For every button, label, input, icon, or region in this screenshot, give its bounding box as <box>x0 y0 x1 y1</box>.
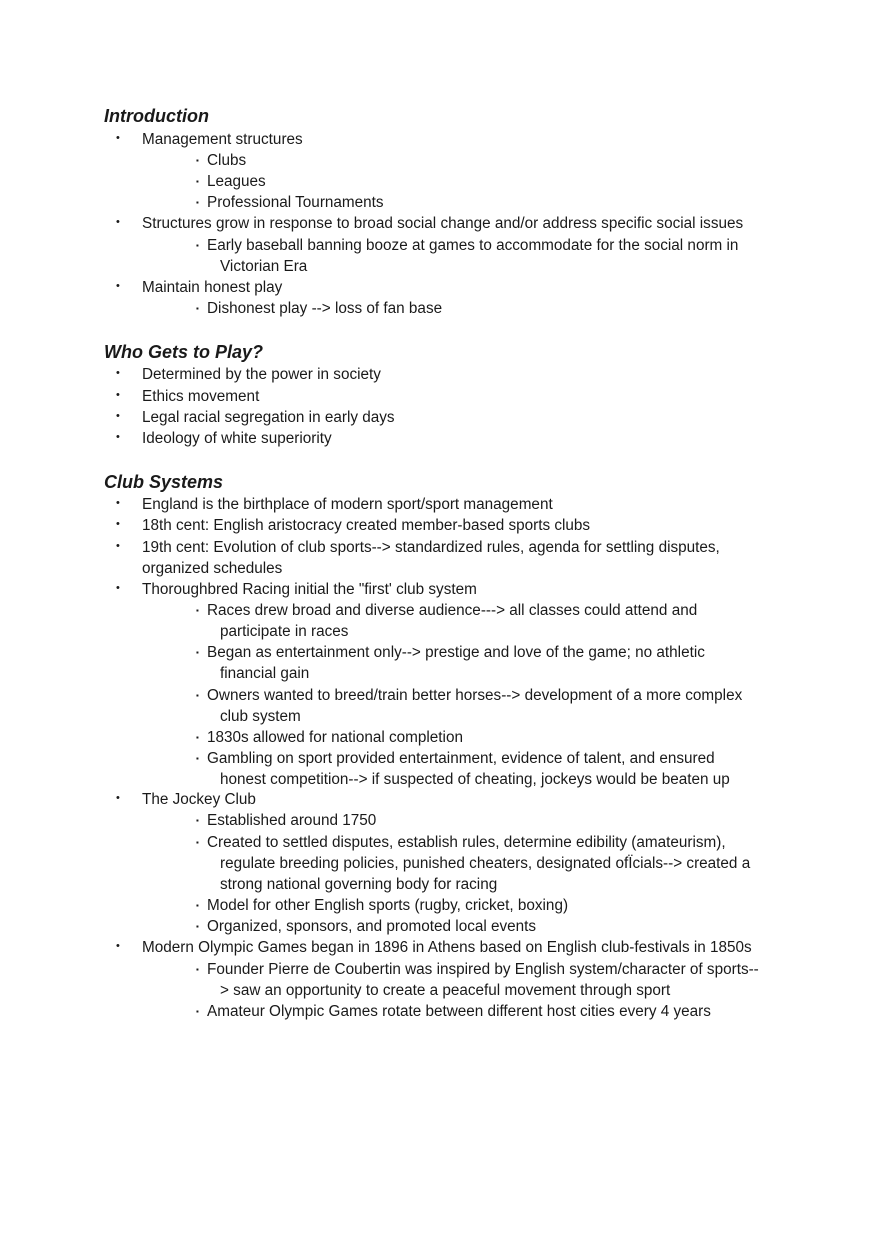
list-item: The Jockey Club <box>142 791 256 808</box>
list-item: Thoroughbred Racing initial the "first' club system <box>142 581 477 598</box>
bullet-icon: • <box>116 431 120 443</box>
sub-list-item: Early baseball banning booze at games to accommodate for the social norm in <box>207 237 739 254</box>
square-bullet-icon: ▪ <box>196 177 199 186</box>
square-bullet-icon: ▪ <box>196 606 199 615</box>
sub-list-item: Dishonest play --> loss of fan base <box>207 300 443 317</box>
sub-list-item: Leagues <box>207 173 266 190</box>
bullet-icon: • <box>116 216 120 228</box>
sub-list-item: Owners wanted to breed/train better horses--> development of a more complex <box>207 687 743 704</box>
list-item: Ideology of white superiority <box>142 430 332 447</box>
list-item: Ethics movement <box>142 388 260 405</box>
sub-list-item-continuation: > saw an opportunity to create a peaceful movement through sport <box>220 982 671 999</box>
list-item: Legal racial segregation in early days <box>142 409 395 426</box>
sub-list-item-continuation: club system <box>220 708 301 725</box>
sub-list-item: Clubs <box>207 152 247 169</box>
square-bullet-icon: ▪ <box>196 901 199 910</box>
sub-list-item-continuation: participate in races <box>220 623 349 640</box>
bullet-icon: • <box>116 792 120 804</box>
square-bullet-icon: ▪ <box>196 754 199 763</box>
square-bullet-icon: ▪ <box>196 304 199 313</box>
sub-list-item: Races drew broad and diverse audience---> all classes could attend and <box>207 602 698 619</box>
list-item: Management structures <box>142 131 303 148</box>
sub-list-item-continuation: financial gain <box>220 665 310 682</box>
list-item: Structures grow in response to broad social change and/or address specific social issues <box>142 215 744 232</box>
list-item: Maintain honest play <box>142 279 283 296</box>
square-bullet-icon: ▪ <box>196 838 199 847</box>
bullet-icon: • <box>116 410 120 422</box>
sub-list-item: Professional Tournaments <box>207 194 384 211</box>
list-item: 18th cent: English aristocracy created member-based sports clubs <box>142 517 591 534</box>
square-bullet-icon: ▪ <box>196 691 199 700</box>
bullet-icon: • <box>116 280 120 292</box>
square-bullet-icon: ▪ <box>196 1007 199 1016</box>
square-bullet-icon: ▪ <box>196 156 199 165</box>
sub-list-item-continuation: strong national governing body for racing <box>220 876 498 893</box>
sub-list-item: Organized, sponsors, and promoted local events <box>207 918 537 935</box>
sub-list-item-continuation: Victorian Era <box>220 258 308 275</box>
bullet-icon: • <box>116 540 120 552</box>
list-item: Modern Olympic Games began in 1896 in Athens based on English club-festivals in 1850s <box>142 939 752 956</box>
bullet-icon: • <box>116 582 120 594</box>
square-bullet-icon: ▪ <box>196 965 199 974</box>
sub-list-item: Founder Pierre de Coubertin was inspired by English system/character of sports-- <box>207 961 759 978</box>
sub-list-item: Established around 1750 <box>207 812 377 829</box>
section-heading-who-gets-to-play: Who Gets to Play? <box>104 342 264 362</box>
section-heading-club-systems: Club Systems <box>104 472 224 492</box>
list-item-continuation: organized schedules <box>142 560 283 577</box>
bullet-icon: • <box>116 497 120 509</box>
sub-list-item: Gambling on sport provided entertainment, evidence of talent, and ensured <box>207 750 715 767</box>
section-heading-introduction: Introduction <box>104 106 209 126</box>
sub-list-item: Amateur Olympic Games rotate between different host cities every 4 years <box>207 1003 711 1020</box>
list-item: Determined by the power in society <box>142 366 381 383</box>
bullet-icon: • <box>116 389 120 401</box>
bullet-icon: • <box>116 367 120 379</box>
list-item: 19th cent: Evolution of club sports--> standardized rules, agenda for settling disputes, <box>142 539 720 556</box>
bullet-icon: • <box>116 518 120 530</box>
bullet-icon: • <box>116 940 120 952</box>
sub-list-item: Began as entertainment only--> prestige and love of the game; no athletic <box>207 644 705 661</box>
sub-list-item-continuation: regulate breeding policies, punished cheaters, designated ofÏcials--> created a <box>220 855 751 872</box>
square-bullet-icon: ▪ <box>196 733 199 742</box>
square-bullet-icon: ▪ <box>196 922 199 931</box>
square-bullet-icon: ▪ <box>196 241 199 250</box>
sub-list-item: Model for other English sports (rugby, cricket, boxing) <box>207 897 569 914</box>
sub-list-item-continuation: honest competition--> if suspected of cheating, jockeys would be beaten up <box>220 771 730 788</box>
square-bullet-icon: ▪ <box>196 198 199 207</box>
list-item: England is the birthplace of modern sport/sport management <box>142 496 553 513</box>
sub-list-item: 1830s allowed for national completion <box>207 729 463 746</box>
bullet-icon: • <box>116 132 120 144</box>
square-bullet-icon: ▪ <box>196 816 199 825</box>
sub-list-item: Created to settled disputes, establish rules, determine edibility (amateurism), <box>207 834 726 851</box>
square-bullet-icon: ▪ <box>196 648 199 657</box>
